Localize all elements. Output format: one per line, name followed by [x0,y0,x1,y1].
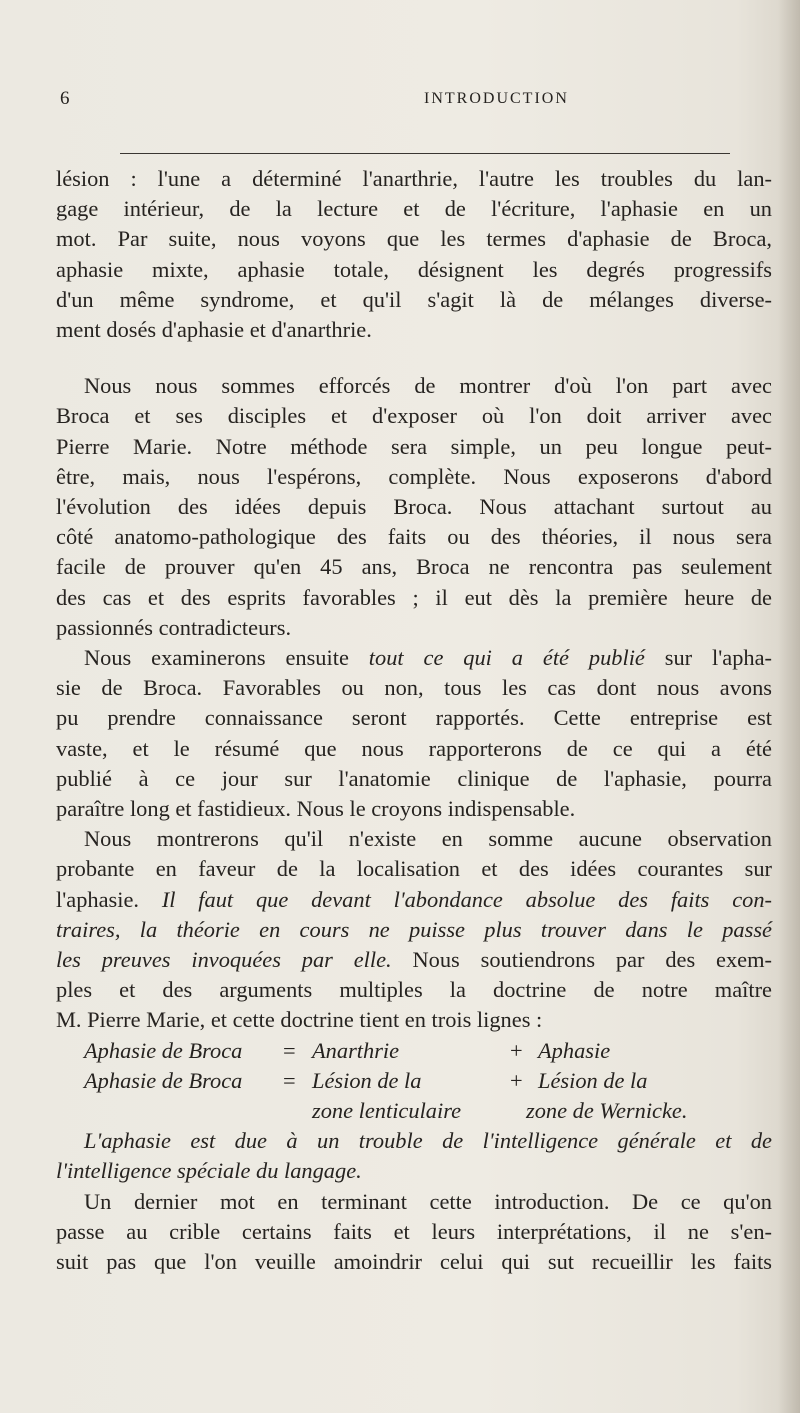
page-edge-shadow [778,0,800,1413]
text-line: suit pas que l'on veuille amoindrir celui qui sut recueillir les faits [56,1249,772,1275]
formula-row-1 [56,1036,772,1066]
formula-row-3 [56,1096,772,1126]
formula-plus: + [510,1037,523,1063]
paragraph-1 [56,164,772,345]
text-line [56,945,772,975]
text-line: côté anatomo-pathologique des faits ou des théories, il nous sera [56,524,772,550]
emphasis-text: traires, la théorie en cours ne puisse plus trouver dans le passé [56,916,772,942]
text-line: Nous nous sommes efforcés de montrer d'où l'on part avec [84,373,772,399]
text-line: des cas et des esprits favorables ; il eut dès la première heure de [56,584,772,610]
formula-plus: + [510,1067,523,1093]
body-text [56,164,772,1277]
formula-equals: = [283,1037,296,1063]
emphasis-text: L'aphasie est due à un trouble de l'intelligence générale et de [84,1128,772,1154]
formula-middle: Anarthrie [312,1037,400,1063]
text-line: Un dernier mot en terminant cette introduction. De ce qu'on [84,1188,772,1214]
formula-right: zone de Wernicke. [526,1098,688,1124]
text-run: l'aphasie. [56,886,162,912]
text-line: l'évolution des idées depuis Broca. Nous attachant surtout au [56,494,772,520]
formula-right: Aphasie [538,1037,611,1063]
text-line: d'un même syndrome, et qu'il s'agit là de mélanges diverse- [56,286,772,312]
text-line: Pierre Marie. Notre méthode sera simple, un peu longue peut- [56,433,772,459]
text-run: Nous soutiendrons par des exem- [391,947,772,973]
text-line [56,643,772,673]
text-line [56,885,772,915]
text-line: vaste, et le résumé que nous rapporterons de ce qui a été [56,735,772,761]
text-line: ples et des arguments multiples la doctrine de notre maître [56,977,772,1003]
formula-middle: zone lenticulaire [312,1098,462,1124]
page-header [56,88,756,118]
text-line [56,1126,772,1156]
text-line: mot. Par suite, nous voyons que les termes d'aphasie de Broca, [56,226,772,252]
text-line: M. Pierre Marie, et cette doctrine tient en trois lignes : [56,1007,543,1033]
text-line: ment dosés d'aphasie et d'anarthrie. [56,317,372,343]
text-line: être, mais, nous l'espérons, complète. Nous exposerons d'abord [56,463,772,489]
paragraph-3 [56,643,772,824]
formula-left: Aphasie de Broca [84,1067,243,1093]
paragraph-4 [56,824,772,1035]
text-run: Nous examinerons ensuite [84,645,369,671]
text-line: passionnés contradicteurs. [56,614,292,640]
text-run: sur l'apha- [644,645,772,671]
text-line: passe au crible certains faits et leurs interprétations, il ne s'en- [56,1218,772,1244]
text-line: aphasie mixte, aphasie totale, désignent les degrés progressifs [56,256,772,282]
emphasis-text: tout ce qui a été publié [368,645,645,671]
text-line: publié à ce jour sur l'anatomie clinique de l'aphasie, pourra [56,765,772,791]
doctrine-formulas [56,1036,772,1187]
text-line: pu prendre connaissance seront rapportés. Cette entreprise est [56,705,772,731]
text-line: gage intérieur, de la lecture et de l'écriture, l'aphasie en un [56,196,772,222]
formula-left: Aphasie de Broca [84,1037,243,1063]
text-line: facile de prouver qu'en 45 ans, Broca ne rencontra pas seulement [56,554,772,580]
paragraph-2 [56,371,772,643]
formula-row-2 [56,1066,772,1096]
text-line: Nous montrerons qu'il n'existe en somme aucune observation [84,826,772,852]
emphasis-text: les preuves invoquées par elle. [56,947,392,973]
text-line [56,1156,772,1186]
text-line: probante en faveur de la localisation et des idées courantes sur [56,856,772,882]
text-line [56,915,772,945]
page-number: 6 [60,88,70,109]
emphasis-text: Il faut que devant l'abondance absolue des faits con- [161,886,772,912]
paragraph-5 [56,1187,772,1278]
formula-equals: = [283,1067,296,1093]
text-line: Broca et ses disciples et d'exposer où l'on doit arriver avec [56,403,772,429]
text-line: sie de Broca. Favorables ou non, tous les cas dont nous avons [56,675,772,701]
text-line: paraître long et fastidieux. Nous le croyons indispensable. [56,796,576,822]
emphasis-text: l'intelligence spéciale du langage. [56,1158,362,1184]
text-line: lésion : l'une a déterminé l'anarthrie, l'autre les troubles du lan- [56,166,772,191]
formula-middle: Lésion de la [312,1067,422,1093]
formula-right: Lésion de la [538,1067,648,1093]
running-title: INTRODUCTION [424,90,569,107]
header-rule [120,153,730,154]
